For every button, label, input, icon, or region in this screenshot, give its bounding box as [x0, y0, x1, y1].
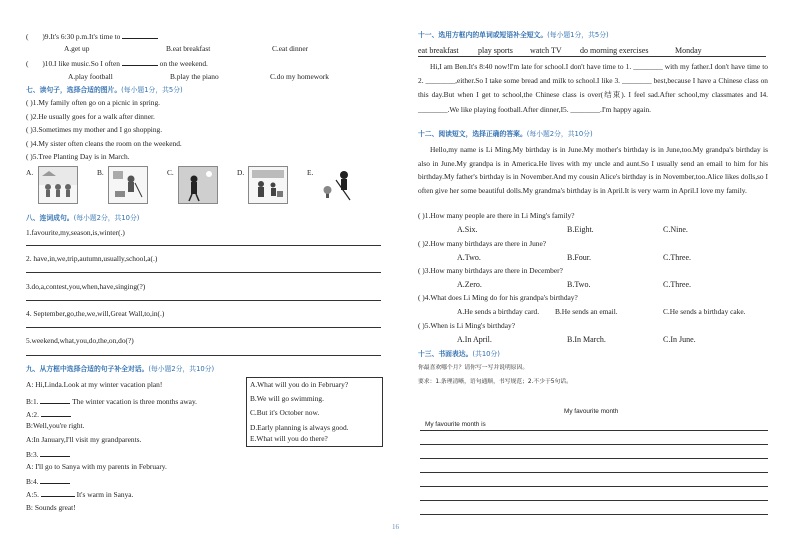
option-c: C.Three. [663, 280, 691, 289]
tree-planting-picture [320, 166, 358, 202]
option-b: B.Eight. [567, 225, 594, 234]
box-option: D.Early planning is always good. [250, 423, 349, 432]
option-c: C.He sends a birthday cake. [663, 307, 746, 316]
dialog-line: B:Well,you're right. [26, 421, 85, 430]
option-a: A.Six. [457, 225, 478, 234]
answer-line[interactable] [26, 300, 381, 301]
answer-line[interactable] [26, 355, 381, 356]
shopping-picture [248, 166, 288, 204]
writing-line[interactable] [420, 430, 768, 431]
box-option: A.What will you do in February? [250, 380, 349, 389]
picture-label: B. [97, 168, 104, 177]
list-item: 5.weekend,what,you,do,the,on,do(?) [26, 336, 134, 345]
answer-blank[interactable] [40, 396, 70, 404]
answer-blank[interactable] [41, 489, 75, 497]
dialog-line: A:In January,I'll visit my grandparents. [26, 435, 142, 444]
picnic-picture [38, 166, 78, 204]
list-item: 3.do,a,contest,you,when,have,singing(?) [26, 282, 146, 291]
writing-line[interactable] [420, 486, 768, 487]
section-9-title: 九、从方框中选择合适的句子补全对话。(每小题2分，共10分) [26, 365, 215, 373]
section-12-title: 十二、阅读短文，选择正确的答案。(每小题2分，共10分) [418, 130, 593, 138]
option-c: C.In June. [663, 335, 696, 344]
list-item: 4. September,go,the,we,will,Great Wall,to,in(.) [26, 309, 165, 318]
section-11-title: 十一、选用方框内的单词或短语补全短文。(每小题1分，共5分) [418, 31, 609, 39]
dialog-line: A:5. It's warm in Sanya. [26, 490, 134, 499]
dialog-line: A: I'll go to Sanya with my parents in February. [26, 462, 167, 471]
dialog-line: B: Sounds great! [26, 503, 76, 512]
answer-blank[interactable] [122, 31, 158, 39]
section-7-title: 七、读句子，选择合适的图片。(每小题1分，共5分) [26, 86, 183, 94]
walk-picture [178, 166, 218, 204]
writing-line[interactable] [420, 472, 768, 473]
writing-title: My favourite month [564, 408, 619, 415]
dialog-line: A:2. [26, 409, 71, 419]
box-option: C.But it's October now. [250, 408, 320, 417]
word-bank-item: do morning exercises [580, 46, 649, 55]
word-bank-item: eat breakfast [418, 46, 459, 55]
option-b: B.Two. [567, 280, 591, 289]
option-c: C.do my homework [270, 72, 329, 81]
option-a: A.get up [64, 44, 90, 53]
box-option: B.We will go swimming. [250, 394, 324, 403]
option-b: B.In March. [567, 335, 606, 344]
option-b: B.Four. [567, 253, 592, 262]
word-bank-item: Monday [675, 46, 702, 55]
dialog-line: A: Hi,Linda.Look at my winter vacation plan! [26, 380, 163, 389]
option-a: A.play football [68, 72, 113, 81]
section-13-title: 十三、书面表达。(共10分) [418, 350, 500, 358]
picture-label: E. [307, 168, 314, 177]
option-c: C.eat dinner [272, 44, 309, 53]
dialog-line: B:1. The winter vacation is three months away. [26, 397, 198, 406]
list-item: 2. have,in,we,trip,autumn,usually,school,a(.) [26, 254, 158, 263]
option-b: B.He sends an email. [555, 307, 618, 316]
list-item: ( )5.Tree Planting Day is in March. [26, 152, 130, 161]
picture-label: A. [26, 168, 34, 177]
question-10: ( )10.I like music.So I often on the weekend. [26, 59, 208, 68]
picture-label: D. [237, 168, 245, 177]
option-a: A.He sends a birthday card. [457, 307, 540, 316]
dialog-line: B:4. [26, 476, 70, 486]
passage-2: Hello,my name is Li Ming.My birthday is in June.My mother's birthday is in June,too.My grandpa's birthday is also in June.My grandpa is in America.He lives with my uncle and aunt.So I usually send an email to him for his birthday.My father's birthday is in November.And my cousin Alice's birthday is in November,too.Alice likes dolls,so I often give her some beautiful dolls.My grandma's birthday is in April.It is very warm in April.I love my family. [418, 145, 768, 195]
answer-line[interactable] [26, 245, 381, 246]
dialog-line: B:3. [26, 449, 70, 459]
list-item: 1.favourite,my,season,is,winter(.) [26, 228, 125, 237]
option-b: B.eat breakfast [166, 44, 211, 53]
list-item: ( )2.He usually goes for a walk after dinner. [26, 112, 155, 121]
writing-start: My favourite month is [425, 421, 486, 428]
writing-line[interactable] [420, 500, 768, 501]
answer-blank[interactable] [40, 449, 70, 457]
passage-1: Hi,I am Ben.It's 8:40 now!I'm late for school.I don't have time to 1. ________ with my father.I don't have time to 2. ________,either.So I take some bread and milk to school.I like 3. ________ best,because I have a Chinese class on this day.But when I get to school,the Chinese class is over(结束). I feel sad.After school,my classmates and I4. ________.We like playing football.After dinner,I5. ________.I'm happy again. [418, 62, 768, 114]
option-a: A.In April. [457, 335, 492, 344]
writing-line[interactable] [420, 444, 768, 445]
question: ( )1.How many people are there in Li Ming's family? [418, 211, 575, 220]
answer-blank[interactable] [41, 409, 71, 417]
cleaning-picture [108, 166, 148, 204]
writing-line[interactable] [420, 458, 768, 459]
question-9: ( )9.It's 6:30 p.m.It's time to [26, 31, 158, 41]
answer-line[interactable] [26, 327, 381, 328]
question: ( )5.When is Li Ming's birthday? [418, 321, 515, 330]
option-a: A.Two. [457, 253, 481, 262]
box-option: E.What will you do there? [250, 434, 328, 443]
answer-blank[interactable] [40, 476, 70, 484]
answer-blank[interactable] [122, 58, 158, 66]
option-c: C.Three. [663, 253, 691, 262]
list-item: ( )1.My family often go on a picnic in spring. [26, 98, 161, 107]
writing-prompt: 你最喜欢哪个月？请你写一写并说明原因。 [418, 365, 529, 371]
word-bank-item: watch TV [530, 46, 562, 55]
page-number: 16 [392, 523, 399, 531]
section-8-title: 八、连词成句。(每小题2分，共10分) [26, 214, 140, 222]
picture-label: C. [167, 168, 174, 177]
option-a: A.Zero. [457, 280, 482, 289]
list-item: ( )3.Sometimes my mother and I go shopping. [26, 125, 163, 134]
word-bank-item: play sports [478, 46, 513, 55]
question: ( )4.What does Li Ming do for his grandpa's birthday? [418, 293, 578, 302]
option-c: C.Nine. [663, 225, 688, 234]
list-item: ( )4.My sister often cleans the room on the weekend. [26, 139, 182, 148]
writing-requirements: 要求：1.条理清晰，语句通顺，书写规范；2.不少于5句话。 [418, 379, 572, 385]
question: ( )3.How many birthdays are there in December? [418, 266, 563, 275]
option-b: B.play the piano [170, 72, 219, 81]
writing-line[interactable] [420, 514, 768, 515]
question: ( )2.How many birthdays are there in June? [418, 239, 547, 248]
word-bank-underline [418, 56, 766, 57]
answer-line[interactable] [26, 272, 381, 273]
